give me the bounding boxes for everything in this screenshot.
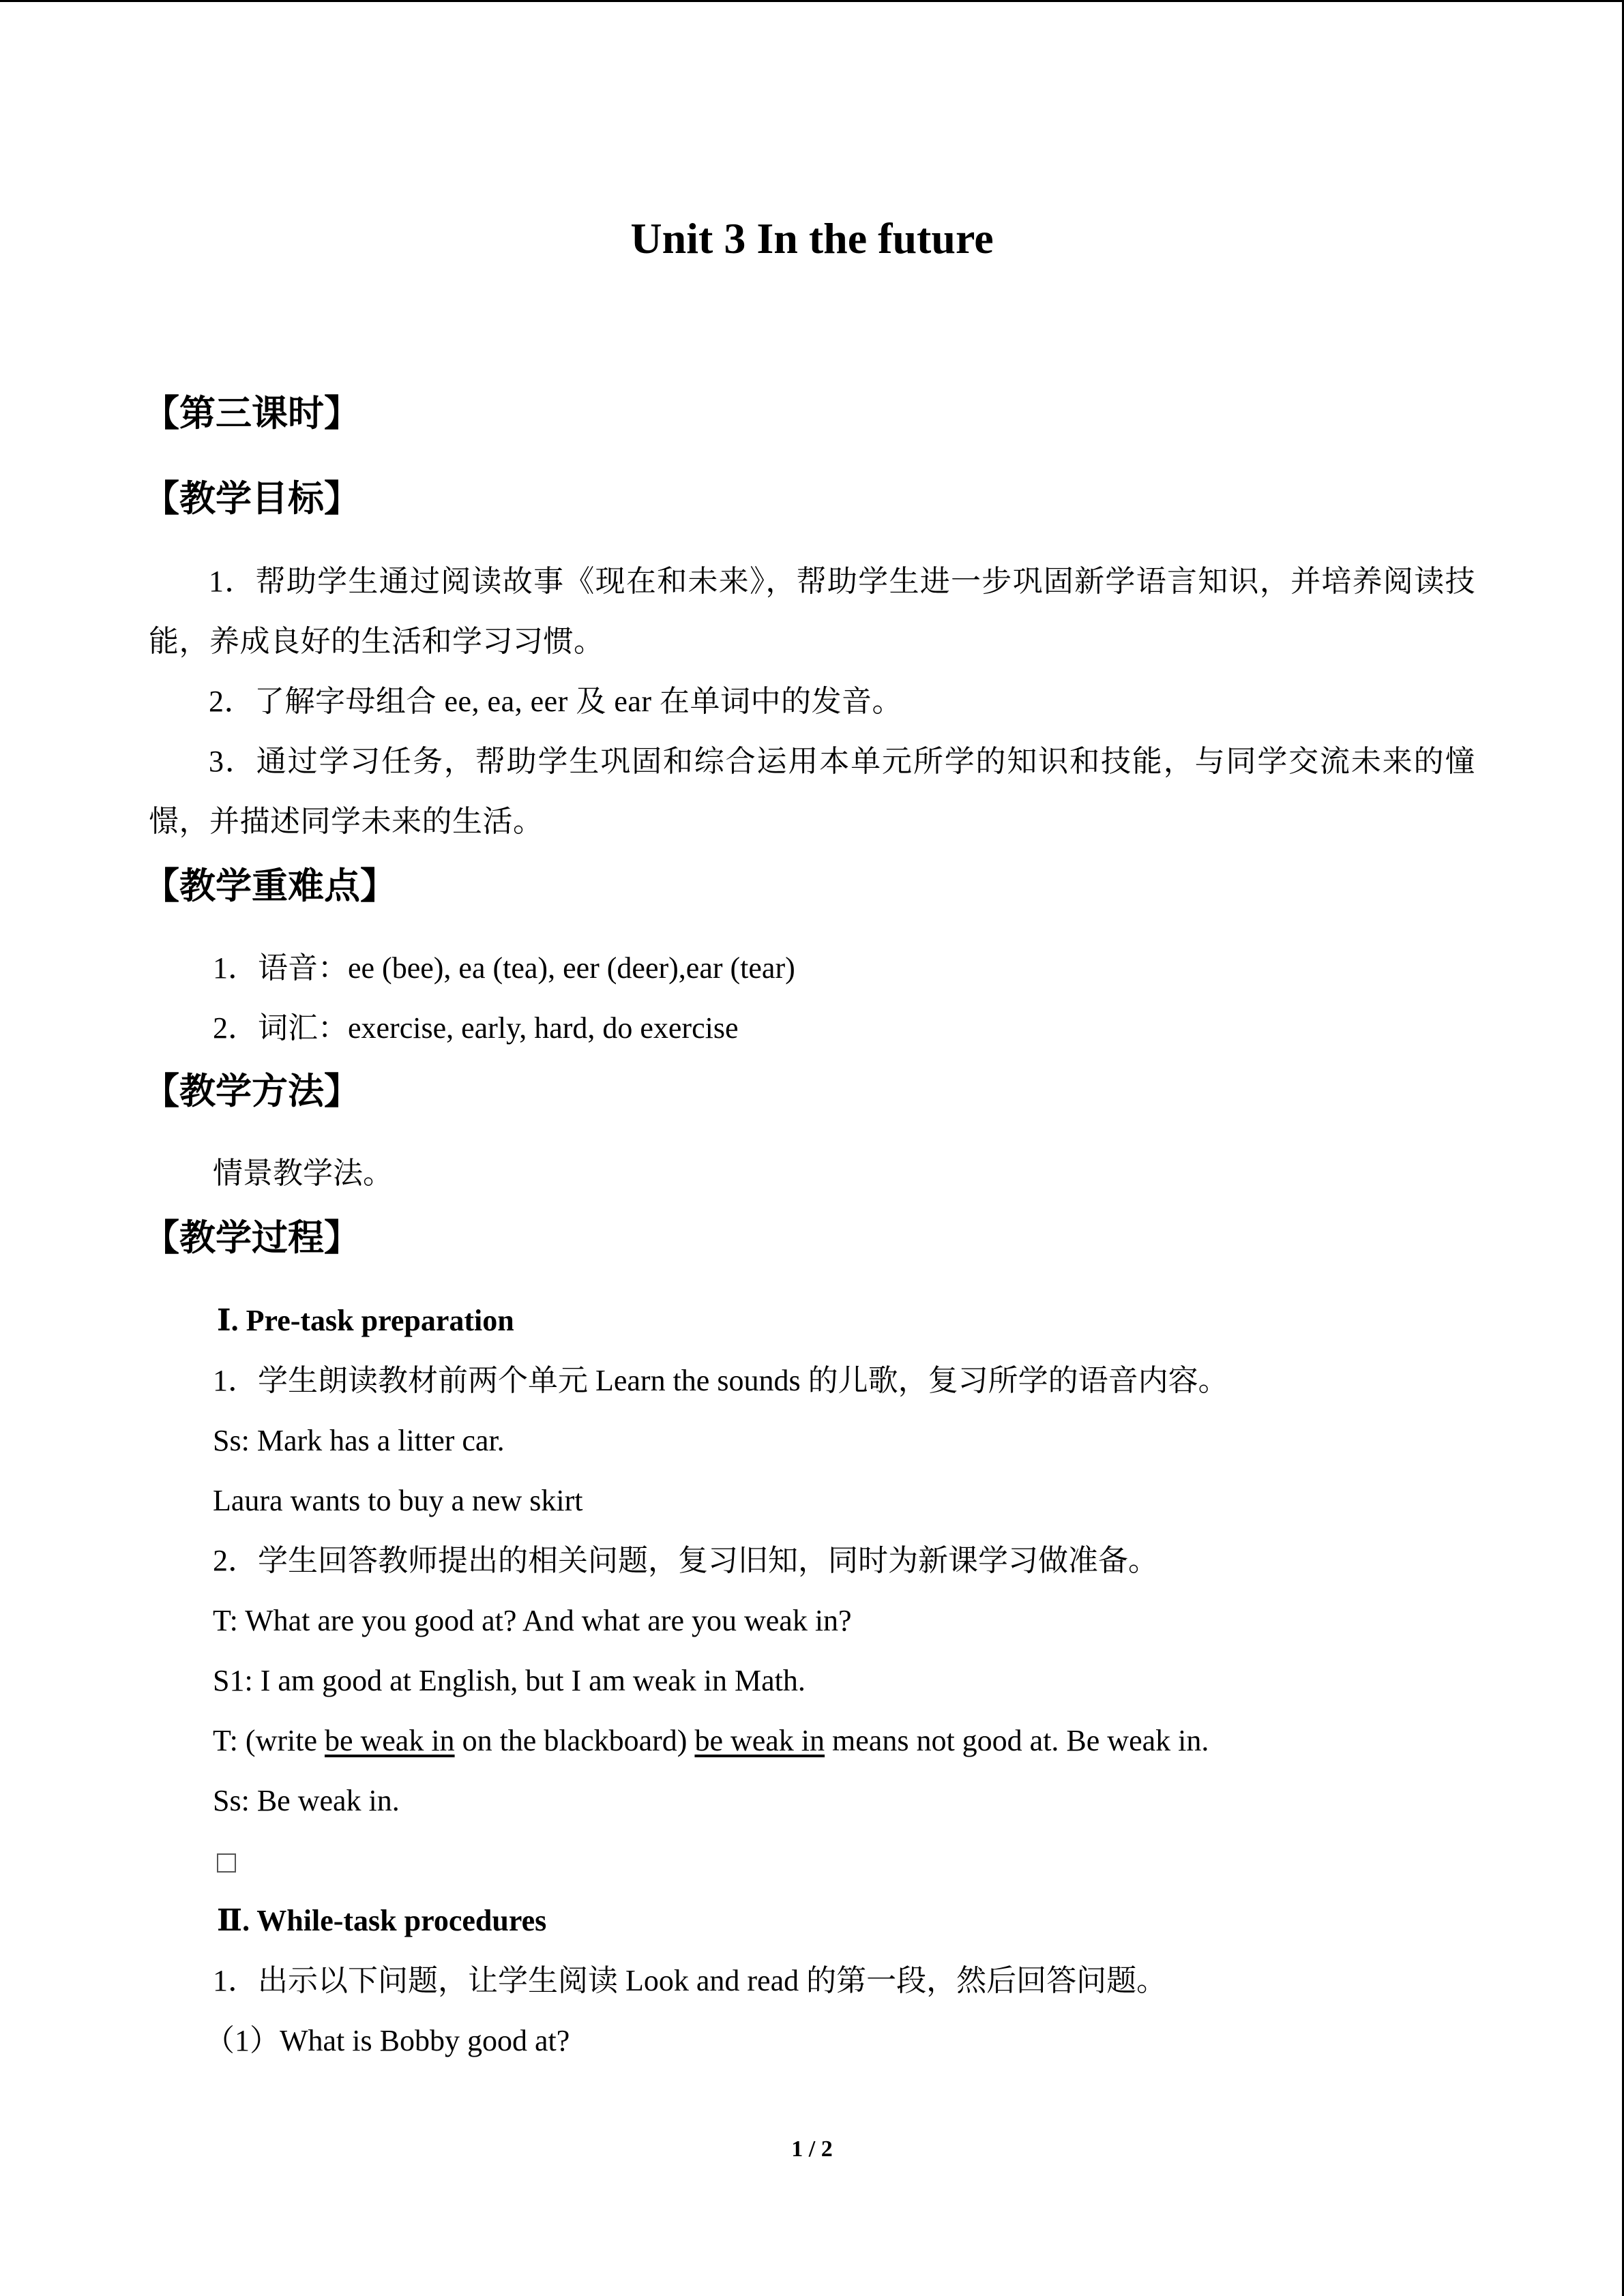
dialogue-text: means not good at. Be weak in. xyxy=(825,1724,1209,1757)
dialogue-ss-mark: Ss: Mark has a litter car. xyxy=(213,1424,505,1457)
dialogue-s1-answer: S1: I am good at English, but I am weak in Math. xyxy=(213,1664,806,1697)
objective-3: 3．通过学习任务，帮助学生巩固和综合运用本单元所学的知识和技能，与同学交流未来的憧憬，并描述同学未来的生活。 xyxy=(149,745,1475,838)
dialogue-teacher-explain xyxy=(213,1720,1209,1761)
section-heading-process: 【教学过程】 xyxy=(143,1217,360,1259)
while-task-step-1: 1．出示以下问题，让学生阅读 Look and read 的第一段，然后回答问题。 xyxy=(213,1964,1167,1997)
pre-task-step-2: 2．学生回答教师提出的相关问题，复习旧知，同时为新课学习做准备。 xyxy=(213,1544,1158,1577)
pre-task-step-1: 1．学生朗读教材前两个单元 Learn the sounds 的儿歌，复习所学的语音内容。 xyxy=(213,1364,1228,1397)
page-number: 1 / 2 xyxy=(791,2136,833,2162)
document-title: Unit 3 In the future xyxy=(630,214,994,263)
placeholder-box xyxy=(217,1853,236,1873)
dialogue-ss-repeat: Ss: Be weak in. xyxy=(213,1784,400,1817)
pre-task-heading: Ⅰ. Pre-task preparation xyxy=(217,1304,514,1337)
teaching-method: 情景教学法。 xyxy=(213,1157,393,1190)
section-heading-objectives: 【教学目标】 xyxy=(143,478,360,520)
dialogue-teacher-question: T: What are you good at? And what are you weak in? xyxy=(213,1604,852,1637)
dialogue-text: T: (write xyxy=(213,1724,325,1757)
while-task-question-1: （1）What is Bobby good at? xyxy=(205,2024,570,2057)
objective-2: 2．了解字母组合 ee, ea, eer 及 ear 在单词中的发音。 xyxy=(209,685,903,718)
objective-1: 1．帮助学生通过阅读故事《现在和未来》，帮助学生进一步巩固新学语言知识，并培养阅读技能，养成良好的生活和学习习惯。 xyxy=(149,565,1475,658)
dialogue-laura: Laura wants to buy a new skirt xyxy=(213,1484,583,1517)
key-point-pronunciation: 1．语音：ee (bee), ea (tea), eer (deer),ear (tear) xyxy=(213,951,795,985)
section-heading-lesson: 【第三课时】 xyxy=(143,393,360,434)
while-task-heading: Ⅱ. While-task procedures xyxy=(217,1904,547,1937)
key-point-vocabulary: 2．词汇：exercise, early, hard, do exercise xyxy=(213,1011,739,1045)
section-heading-key-points: 【教学重难点】 xyxy=(143,865,396,907)
dialogue-text: on the blackboard) xyxy=(454,1724,695,1757)
section-heading-methods: 【教学方法】 xyxy=(143,1071,360,1112)
underlined-phrase: be weak in xyxy=(694,1724,825,1757)
underlined-phrase: be weak in xyxy=(324,1724,455,1757)
